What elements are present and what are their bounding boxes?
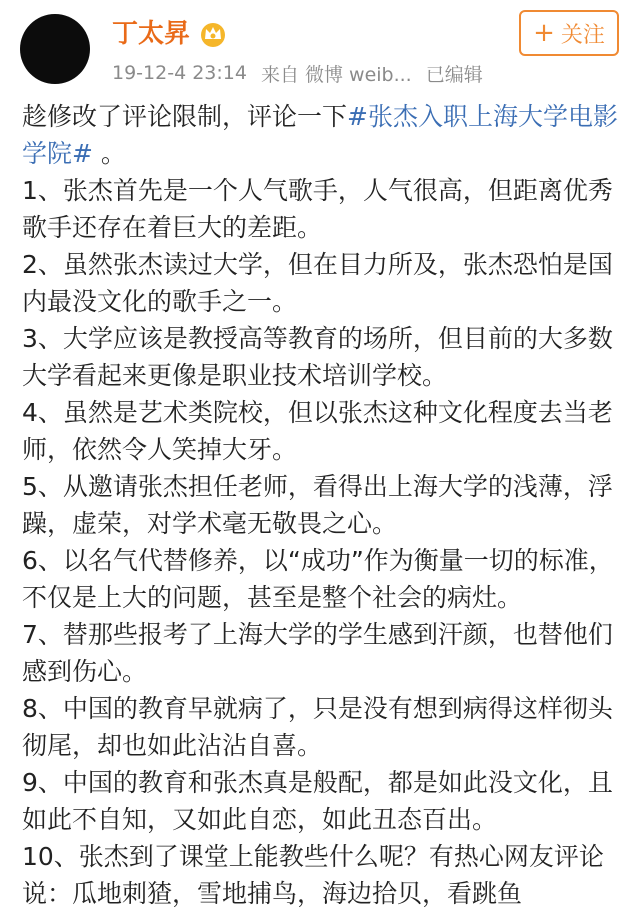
- edited-label[interactable]: 已编辑: [425, 63, 483, 86]
- intro-end: 。: [92, 139, 126, 168]
- point-10: 10、张杰到了课堂上能教些什么呢？有热心网友评论说：瓜地刺猹，雪地捕鸟，海边拾贝，看跳鱼: [22, 842, 604, 908]
- point-6: 6、以名气代替修养，以“成功”作为衡量一切的标准，不仅是上大的问题，甚至是整个社会的病灶。: [22, 546, 614, 612]
- follow-button[interactable]: [519, 10, 619, 56]
- point-4: 4、虽然是艺术类院校，但以张杰这种文化程度去当老师，依然令人笑掉大牙。: [22, 398, 613, 464]
- author-name[interactable]: 丁太昇: [112, 19, 191, 49]
- point-8: 8、中国的教育早就病了，只是没有想到病得这样彻头彻尾，却也如此沾沾自喜。: [22, 694, 613, 760]
- point-3: 3、大学应该是教授高等教育的场所，但目前的大多数大学看起来更像是职业技术培训学校。: [22, 324, 613, 390]
- follow-label: 关注: [560, 22, 605, 48]
- hashtag-link[interactable]: #张杰入职上海大学电影学院#: [22, 102, 618, 168]
- post-source[interactable]: 来自 微博 weib...: [260, 63, 412, 86]
- vip-crown-icon: [198, 19, 228, 49]
- author-row: [112, 14, 228, 54]
- plus-icon: +: [533, 18, 555, 48]
- post-header: [0, 0, 640, 100]
- point-7: 7、替那些报考了上海大学的学生感到汗颜，也替他们感到伤心。: [22, 620, 613, 686]
- post-intro: [22, 98, 622, 172]
- post-timestamp: 19-12-4 23:14: [112, 62, 247, 84]
- point-5: 5、从邀请张杰担任老师，看得出上海大学的浅薄，浮躁，虚荣，对学术毫无敬畏之心。: [22, 472, 613, 538]
- avatar[interactable]: [20, 14, 90, 84]
- intro-text: 趁修改了评论限制，评论一下: [22, 102, 348, 131]
- post-body: [22, 98, 622, 912]
- point-2: 2、虽然张杰读过大学，但在目力所及，张杰恐怕是国内最没文化的歌手之一。: [22, 250, 613, 316]
- point-9: 9、中国的教育和张杰真是般配，都是如此没文化，且如此不自知，又如此自恋，如此丑态百出。: [22, 768, 613, 834]
- post-meta: [112, 58, 497, 88]
- point-1: 1、张杰首先是一个人气歌手，人气很高，但距离优秀歌手还存在着巨大的差距。: [22, 176, 613, 242]
